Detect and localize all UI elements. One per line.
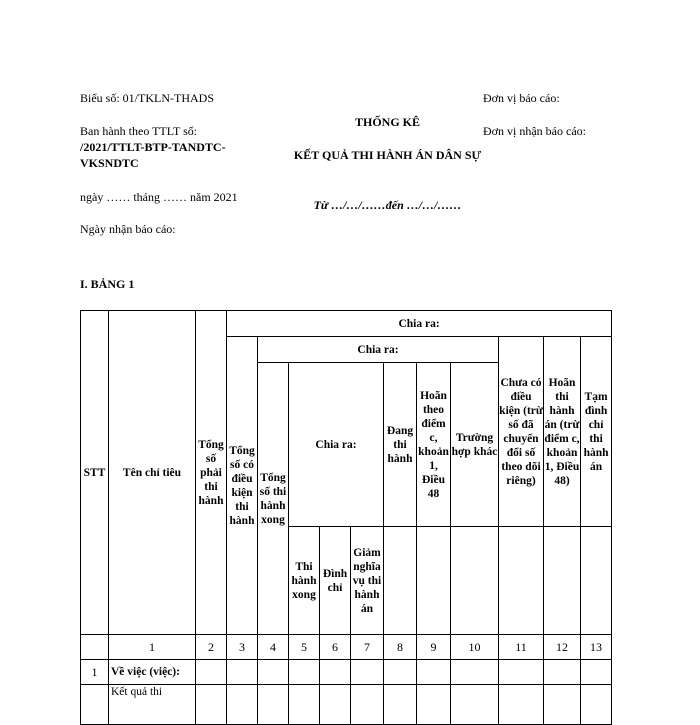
date-line: ngày …… tháng …… năm 2021 [80,190,238,204]
title-main: KẾT QUẢ THI HÀNH ÁN DÂN SỰ [293,148,482,162]
empty-cell [499,685,544,725]
empty-cell [384,527,417,635]
empty-cell [417,660,451,685]
header-indicator-name: Tên chỉ tiêu [109,311,196,635]
column-number: 9 [417,635,451,660]
table-row [81,660,612,685]
empty-cell [544,685,581,725]
header-postponed-outer: Hoãn thi hành án (trừ điểm c, khoản 1, Điều 48) [544,337,581,527]
column-number: 8 [384,635,417,660]
empty-cell [417,685,451,725]
header-other: Trường hợp khác [451,363,499,527]
table-row [81,685,612,725]
column-number: 5 [289,635,320,660]
receiving-unit-label: Đơn vị nhận báo cáo: [483,124,586,138]
empty-cell [258,685,289,725]
column-number: 11 [499,635,544,660]
header-total-required: Tổng số phải thi hành [196,311,227,635]
section-title: I. BẢNG 1 [80,277,135,291]
column-number: 1 [109,635,196,660]
empty-cell [581,527,612,635]
column-number: 2 [196,635,227,660]
empty-cell [544,660,581,685]
empty-cell [258,660,289,685]
empty-cell [289,660,320,685]
empty-cell [227,685,258,725]
header-eligible: Tổng số có điều kiện thi hành [227,337,258,635]
issued-line-2: /2021/TTLT-BTP-TANDTC- [80,140,226,154]
empty-cell [451,685,499,725]
report-period: Từ …/…/……đến …/…/…… [313,198,462,212]
reporting-unit-label: Đơn vị báo cáo: [483,91,560,105]
empty-cell [196,660,227,685]
empty-cell [227,660,258,685]
column-number: 4 [258,635,289,660]
header-paused: Tạm đình chỉ thi hành án [581,337,612,527]
header-not-eligible: Chưa có điều kiện (trừ số đã chuyển đổi số theo dõi riêng) [499,337,544,527]
empty-cell [351,685,384,725]
row-stt: 1 [81,660,109,685]
empty-cell [544,527,581,635]
empty-cell [451,527,499,635]
column-number [81,635,109,660]
column-number: 13 [581,635,612,660]
column-number-row [81,635,612,660]
empty-cell [384,685,417,725]
empty-cell [384,660,417,685]
header-split-done: Chia ra: [289,363,384,527]
issued-line-1: Ban hành theo TTLT số: [80,124,198,138]
empty-cell [351,660,384,685]
form-code: Biểu số: 01/TKLN-THADS [80,91,214,105]
empty-cell [289,685,320,725]
statistics-table [80,310,612,725]
empty-cell [320,660,351,685]
empty-cell [499,527,544,635]
header-stt: STT [81,311,109,635]
column-number: 3 [227,635,258,660]
row-name-text: Kết quả thi [111,686,163,698]
header-postponed: Hoãn theo điểm c, khoản 1, Điều 48 [417,363,451,527]
empty-cell [320,685,351,725]
empty-cell [451,660,499,685]
header-total-done: Tổng số thi hành xong [258,363,289,635]
title-top: THỐNG KÊ [354,115,420,129]
empty-cell [499,660,544,685]
row-name [109,685,196,725]
empty-cell [417,527,451,635]
received-date-label: Ngày nhận báo cáo: [80,222,176,236]
column-number: 7 [351,635,384,660]
row-name: Về việc (việc): [109,660,196,685]
header-in-progress: Đang thi hành [384,363,417,527]
issued-line-3: VKSNDTC [80,156,139,170]
row-stt [81,685,109,725]
header-reduced: Giảm nghĩa vụ thi hành án [351,527,384,635]
empty-cell [196,685,227,725]
header-done: Thi hành xong [289,527,320,635]
empty-cell [581,685,612,725]
column-number: 12 [544,635,581,660]
header-suspended: Đình chỉ [320,527,351,635]
column-number: 6 [320,635,351,660]
column-number: 10 [451,635,499,660]
empty-cell [581,660,612,685]
header-split-inner: Chia ra: [258,337,499,363]
header-split-outer: Chia ra: [227,311,612,337]
